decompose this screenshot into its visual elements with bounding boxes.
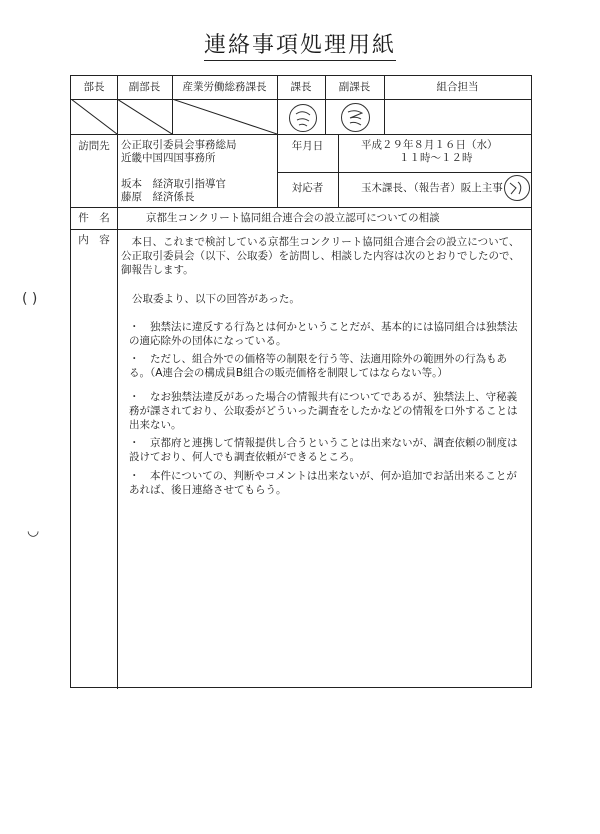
- punch-hole-mark-bottom: ◡: [27, 523, 40, 539]
- form-table: [70, 75, 532, 688]
- fukubucho-slash: [117, 99, 172, 134]
- visitor-org-line2: 近畿中国四国事務所: [121, 152, 216, 164]
- responder-label: 対応者: [291, 182, 324, 194]
- subject-value: 京都生コンクリート協同組合連合会の設立認可についての相談: [146, 212, 440, 224]
- content-lead: 公取委より、以下の回答があった。: [132, 293, 300, 305]
- subject-label: 件 名: [78, 212, 110, 224]
- visitor-org-line1: 公正取引委員会事務総局: [121, 139, 237, 151]
- punch-hole-mark-top: ( ): [22, 291, 38, 307]
- content-bullet-2: ・ ただし、組合外での価格等の制限を行う等、法適用除外の範囲外の行為もある。（A連合会の構成員B組合の販売価格を制限してはならない等。）: [129, 353, 507, 379]
- kacho-seal-scribble: [290, 105, 316, 131]
- division-slash: [172, 99, 277, 134]
- visitor-person-line2: 藤原 経済係長: [121, 191, 195, 203]
- header-fukubucho: 副部長: [128, 81, 161, 93]
- responder-value: 玉木課長、（報告者）阪上主事: [361, 182, 503, 194]
- date-label: 年月日: [291, 140, 324, 152]
- content-bullet-4: ・ 京都府と連携して情報提供し合うということは出来ないが、調査依頼の制度は設けており、何人でも調査依頼ができるところ。: [129, 437, 518, 463]
- form-title-text: 連絡事項処理用紙: [204, 28, 396, 61]
- header-fukukacho: 副課長: [338, 81, 371, 93]
- date-value-line1: 平成２９年８月１６日（水）: [361, 139, 498, 151]
- header-bucho: 部長: [83, 81, 105, 93]
- content-bullet-1: ・ 独禁法に違反する行為とは何かということだが、基本的には協同組合は独禁法の適応除外の団体になっている。: [129, 321, 518, 347]
- content-bullet-5: ・ 本件についての、判断やコメントは出来ないが、何か追加でお話出来ることがあれば、後日連絡させてもらう。: [129, 470, 517, 496]
- visitor-label: 訪問先: [78, 140, 110, 152]
- visitor-person-line1: 坂本 経済取引指導官: [121, 178, 226, 190]
- kacho-seal-stamp: [289, 104, 317, 132]
- reporter-seal-scribble: [505, 176, 529, 200]
- bucho-slash: [71, 99, 117, 134]
- reporter-seal-stamp: [504, 175, 530, 201]
- content-bullet-3: ・ なお独禁法違反があった場合の情報共有についてであるが、独禁法上、守秘義務が課されており、公取委がどういった調査をしたかなどの情報を口外することは出来ない。: [129, 391, 518, 431]
- header-division-chief: 産業労働総務課長: [182, 81, 267, 93]
- header-kumiai: 組合担当: [436, 81, 479, 93]
- fukukacho-seal-stamp: [341, 103, 370, 132]
- date-value-line2: １１時～１２時: [399, 152, 473, 164]
- content-intro: 本日、これまで検討している京都生コンクリート協同組合連合会の設立について、公正取引委員会（以下、公取委）を訪問し、相談した内容は次のとおりでしたので、御報告します。: [121, 236, 520, 276]
- fukukacho-seal-scribble: [342, 104, 369, 131]
- content-label: 内 容: [78, 234, 110, 246]
- header-kacho: 課長: [290, 81, 312, 93]
- form-title: [0, 28, 600, 61]
